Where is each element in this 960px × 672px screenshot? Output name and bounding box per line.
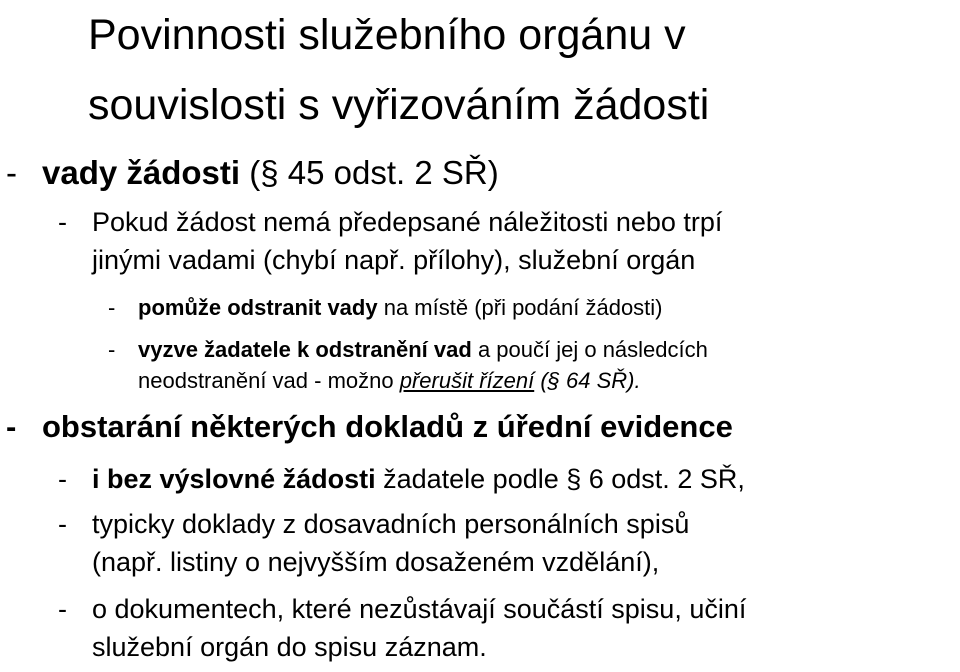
bullet-vyzve-zadatele-line-2 [138, 368, 641, 394]
bullet-vyzve-zadatele [138, 337, 708, 363]
bullet-o-dokumentech-line-1: o dokumentech, které nezůstávají součástí spisu, učiní [92, 594, 747, 624]
title-line-1: Povinnosti služebního orgánu v [88, 11, 686, 59]
bullet-dash: - [108, 337, 116, 362]
bullet-typicky-doklady-line-2: (např. listiny o nejvyšším dosaženém vzdělání), [92, 547, 660, 577]
paragraf-64-text: (§ 64 SŘ). [534, 368, 641, 393]
bullet-dash: - [58, 464, 67, 494]
bullet-dash: - [58, 207, 67, 237]
bullet-vyzve-zadatele-bold: vyzve žadatele k odstranění vad [138, 337, 472, 362]
prerusit-rizeni-text: přerušit řízení [399, 368, 535, 393]
bullet-pomuze-odstranit-bold: pomůže odstranit vady [138, 295, 378, 320]
bullet-vady-zadosti [42, 154, 499, 192]
bullet-vady-zadosti-bold: vady žádosti [42, 154, 241, 191]
bullet-bez-vyslovne-zadosti-rest: žadatele podle § 6 odst. 2 SŘ, [375, 464, 745, 494]
bullet-dash: - [108, 295, 116, 320]
bullet-obstarani-dokladu: obstarání některých dokladů z úřední evidence [42, 409, 733, 444]
bullet-pokud-zadost-line-1: Pokud žádost nemá předepsané náležitosti nebo trpí [92, 207, 723, 237]
bullet-dash: - [58, 594, 67, 624]
bullet-pomuze-odstranit [138, 295, 663, 321]
bullet-dash: - [6, 409, 17, 444]
bullet-pokud-zadost-line-2: jinými vadami (chybí např. přílohy), služební orgán [92, 245, 696, 275]
bullet-pomuze-odstranit-rest: na místě (při podání žádosti) [377, 295, 663, 320]
bullet-bez-vyslovne-zadosti-bold: i bez výslovné žádosti [92, 464, 376, 494]
bullet-dash: - [58, 509, 67, 539]
bullet-dash: - [6, 154, 17, 191]
bullet-o-dokumentech-line-2: služební orgán do spisu záznam. [92, 632, 487, 662]
slide-title [88, 0, 948, 140]
title-line-2: souvislosti s vyřizováním žádosti [88, 81, 710, 129]
bullet-vyzve-zadatele-rest: a poučí jej o následcích [471, 337, 708, 362]
bullet-vady-zadosti-rest: (§ 45 odst. 2 SŘ) [240, 154, 499, 191]
neodstraneni-text: neodstranění vad - možno [138, 368, 400, 393]
bullet-bez-vyslovne-zadosti [92, 464, 745, 495]
bullet-typicky-doklady-line-1: typicky doklady z dosavadních personálních spisů [92, 509, 690, 539]
